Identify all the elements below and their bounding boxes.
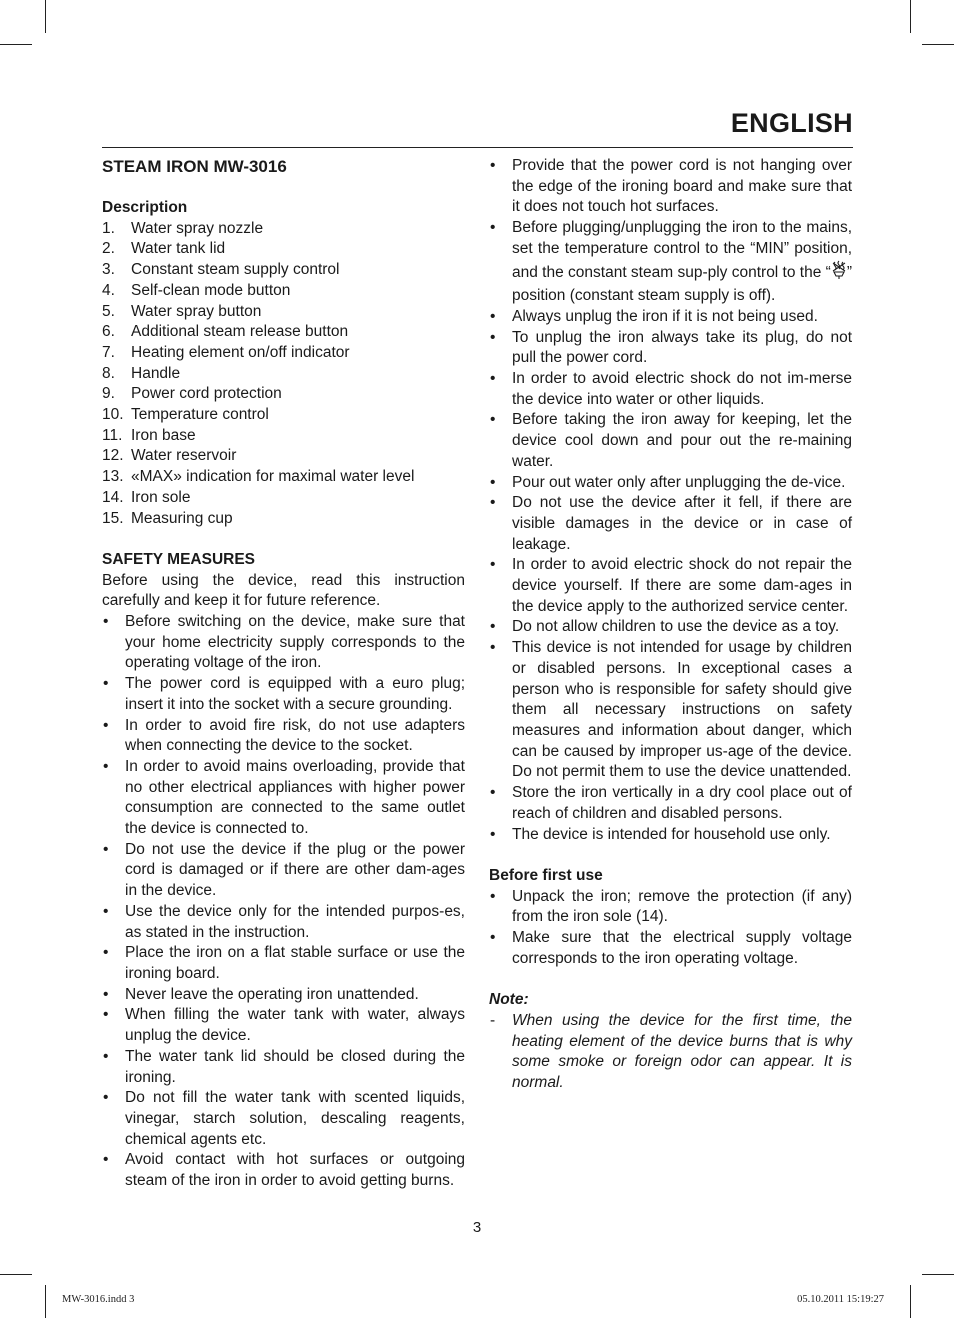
note-dash: - <box>490 1011 496 1029</box>
list-item-number: 5. <box>102 302 115 320</box>
list-item <box>102 343 465 364</box>
list-item <box>102 219 465 240</box>
list-item: • In order to avoid electric shock do not repair the device yourself. If there are some dam-ages in the device apply to the authorized service center. <box>489 555 852 617</box>
list-item-label: Temperature control <box>131 406 269 424</box>
list-item: • Use the device only for the intended purpos-es, as stated in the instruction. <box>102 902 465 943</box>
crop-mark <box>922 1274 954 1275</box>
list-item: • To unplug the iron always take its plug, do not pull the power cord. <box>489 328 852 369</box>
list-item: • Avoid contact with hot surfaces or outgoing steam of the iron in order to avoid getting burns. <box>102 1150 465 1191</box>
list-item: • Do not allow children to use the device as a toy. <box>489 617 852 638</box>
safety-intro: Before using the device, read this instruction carefully and keep it for future reference. <box>102 571 465 610</box>
list-item-number: 9. <box>102 385 115 403</box>
list-item <box>102 488 465 509</box>
list-item: • This device is not intended for usage by children or disabled persons. In exceptional cases a person who is responsible for safety should give them all necessary instructions on safety measures and information about danger, which can be caused by improper us-age of the device. Do not permit them to use the device unattended. <box>489 638 852 783</box>
list-item-label: Additional steam release button <box>131 323 349 341</box>
list-item-label: Water spray nozzle <box>131 219 264 237</box>
left-column <box>102 156 465 1192</box>
language-title: ENGLISH <box>730 108 853 138</box>
list-item: • In order to avoid fire risk, do not use adapters when connecting the device to the socket. <box>102 716 465 757</box>
list-item-number: 8. <box>102 364 115 382</box>
right-column <box>489 156 852 1094</box>
safety-list-continued <box>489 307 852 845</box>
page-number: 3 <box>472 1219 482 1236</box>
list-item-label: Water reservoir <box>131 447 237 465</box>
list-item: • Unpack the iron; remove the protection (if any) from the iron sole (14). <box>489 887 852 928</box>
list-item <box>102 322 465 343</box>
list-item <box>489 218 852 307</box>
list-item: • Store the iron vertically in a dry cool place out of reach of children and disabled persons. <box>489 783 852 824</box>
list-item: • The power cord is equipped with a euro plug; insert it into the socket with a secure grounding. <box>102 674 465 715</box>
list-item-number: 10. <box>102 406 124 424</box>
list-item: • Do not use the device if the plug or the power cord is damaged or if there are other dam-ages in the device. <box>102 840 465 902</box>
list-item: • When filling the water tank with water, always unplug the device. <box>102 1005 465 1046</box>
list-item <box>102 509 465 530</box>
list-item-label: «MAX» indication for maximal water level <box>131 468 415 486</box>
list-item-label: Iron base <box>131 426 196 444</box>
list-item: • The water tank lid should be closed during the ironing. <box>102 1047 465 1088</box>
list-item-number: 11. <box>102 426 123 444</box>
list-item-number: 7. <box>102 343 115 361</box>
list-item-label: Water tank lid <box>131 240 226 258</box>
list-item-number: 3. <box>102 261 115 279</box>
list-item-label: Self-clean mode button <box>131 281 291 299</box>
list-item-label: Constant steam supply control <box>131 261 340 279</box>
list-item: • Do not use the device after it fell, if there are visible damages in the device or in case of leakage. <box>489 493 852 555</box>
crop-mark <box>922 44 954 45</box>
safety-heading: SAFETY MEASURES <box>102 550 256 568</box>
list-item <box>102 239 465 260</box>
list-item: • Place the iron on a flat stable surface or use the ironing board. <box>102 943 465 984</box>
product-title: STEAM IRON MW-3016 <box>102 157 287 176</box>
list-item: • Before switching on the device, make sure that your home electricity supply corresponds to the operating voltage of the iron. <box>102 612 465 674</box>
footer-file: MW-3016.indd 3 <box>62 1294 135 1305</box>
list-item-label: Iron sole <box>131 488 191 506</box>
note-list <box>489 1011 852 1094</box>
list-item-number: 6. <box>102 323 115 341</box>
first-use-heading: Before first use <box>489 866 603 884</box>
list-item: • Provide that the power cord is not hanging over the edge of the ironing board and make sure that it does not touch hot surfaces. <box>489 156 852 218</box>
list-item-number: 4. <box>102 281 115 299</box>
list-item-label: Measuring cup <box>131 509 233 527</box>
list-item-label: Heating element on/off indicator <box>131 343 350 361</box>
list-item <box>102 405 465 426</box>
list-item: • Do not fill the water tank with scented liquids, vinegar, starch solution, descaling reagents, chemical agents etc. <box>102 1088 465 1150</box>
list-item: • Pour out water only after unplugging the de-vice. <box>489 473 852 494</box>
crop-mark <box>910 0 911 33</box>
list-item-number: 2. <box>102 240 115 258</box>
list-item: • Always unplug the iron if it is not being used. <box>489 307 852 328</box>
title-divider <box>102 147 853 148</box>
list-item <box>102 384 465 405</box>
list-item-label: Handle <box>131 364 181 382</box>
list-item-number: 13. <box>102 468 124 486</box>
first-use-list <box>489 887 852 970</box>
list-item: • Before taking the iron away for keeping, let the device cool down and pour out the re-maining water. <box>489 410 852 472</box>
note-item <box>489 1011 852 1094</box>
steam-off-symbol-icon <box>831 260 847 287</box>
note-text: When using the device for the first time, the heating element of the device burns that is why some smoke or foreign odor can appear. It is normal. <box>512 1011 852 1091</box>
list-item-number: 15. <box>102 509 124 527</box>
list-item: • Never leave the operating iron unattended. <box>102 985 465 1006</box>
list-item: • The device is intended for household use only. <box>489 825 852 846</box>
list-item-text: ” position (constant steam supply is off). <box>512 263 852 305</box>
description-heading: Description <box>102 199 188 216</box>
list-item: • In order to avoid electric shock do not im-merse the device into water or other liquids. <box>489 369 852 410</box>
list-item <box>102 467 465 488</box>
list-item <box>102 446 465 467</box>
safety-list <box>102 612 465 1192</box>
list-item <box>102 364 465 385</box>
list-item: • In order to avoid mains overloading, provide that no other electrical appliances with higher power consumption are connected to the same outlet the device is connected to. <box>102 757 465 840</box>
list-item-number: 12. <box>102 447 124 465</box>
safety-list-continued <box>489 156 852 307</box>
list-item-text: Before plugging/unplugging the iron to the mains, set the temperature control to the “MIN” position, and the constant steam sup-ply control to the “ <box>512 219 852 281</box>
list-item-number: 1. <box>102 219 115 237</box>
list-item-label: Power cord protection <box>131 385 282 403</box>
description-list <box>102 219 465 530</box>
list-item: • Make sure that the electrical supply voltage corresponds to the iron operating voltage. <box>489 928 852 969</box>
crop-mark <box>910 1285 911 1318</box>
footer-timestamp: 05.10.2011 15:19:27 <box>797 1294 884 1305</box>
crop-mark <box>45 1285 46 1318</box>
list-item <box>102 426 465 447</box>
list-item <box>102 302 465 323</box>
crop-mark <box>0 1274 32 1275</box>
list-item-number: 14. <box>102 488 124 506</box>
crop-mark <box>0 44 32 45</box>
list-item <box>102 260 465 281</box>
note-heading: Note: <box>489 991 529 1009</box>
crop-mark <box>45 0 46 33</box>
list-item-label: Water spray button <box>131 302 262 320</box>
list-item <box>102 281 465 302</box>
